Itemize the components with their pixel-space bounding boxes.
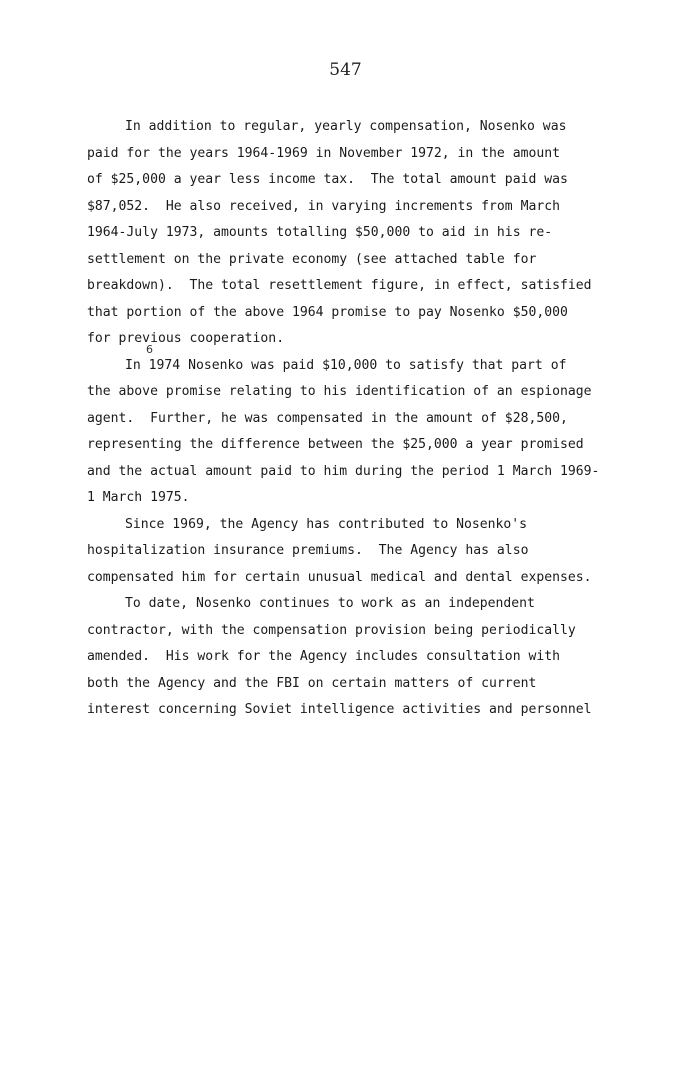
text-line: agent. Further, he was compensated in the amount of $28,500, <box>87 410 568 426</box>
text-line: and the actual amount paid to him during the period 1 March 1969- <box>87 463 600 479</box>
text-line: hospitalization insurance premiums. The Agency has also <box>87 543 529 558</box>
text-line: settlement on the private economy (see attached table for <box>87 251 537 267</box>
text-line: breakdown). The total resettlement figure, in effect, satisfied <box>87 278 592 293</box>
text-line: amended. His work for the Agency includes consultation with <box>87 649 560 664</box>
text-line: representing the difference between the $25,000 a year promised <box>87 437 584 452</box>
text-line: paid for the years 1964-1969 in November 1972, in the amount <box>87 145 560 161</box>
text-line: compensated him for certain unusual medical and dental expenses. <box>87 569 592 585</box>
text-line: In addition to regular, yearly compensation, Nosenko was <box>125 119 567 134</box>
text-line: To date, Nosenko continues to work as an independent <box>125 596 535 611</box>
handwritten-correction: 6 <box>146 343 153 356</box>
text-line: the above promise relating to his identification of an espionage <box>87 384 592 399</box>
text-line: interest concerning Soviet intelligence activities and personnel <box>87 702 592 717</box>
text-line: $87,052. He also received, in varying increments from March <box>87 198 560 214</box>
text-line: for previous cooperation. <box>87 331 285 346</box>
text-line: that portion of the above 1964 promise to pay Nosenko $50,000 <box>87 304 568 320</box>
text-line: 1 March 1975. <box>87 490 190 505</box>
page-number: 547 <box>329 60 362 80</box>
text-line: In 1974 Nosenko was paid $10,000 to satisfy that part of <box>125 357 567 373</box>
text-line: both the Agency and the FBI on certain matters of current <box>87 675 537 691</box>
body-text <box>87 114 612 724</box>
text-line: Since 1969, the Agency has contributed to Nosenko's <box>125 516 528 532</box>
text-line: of $25,000 a year less income tax. The total amount paid was <box>87 172 568 187</box>
text-line: contractor, with the compensation provision being periodically <box>87 622 576 638</box>
text-line: 1964-July 1973, amounts totalling $50,000 to aid in his re- <box>87 225 553 240</box>
